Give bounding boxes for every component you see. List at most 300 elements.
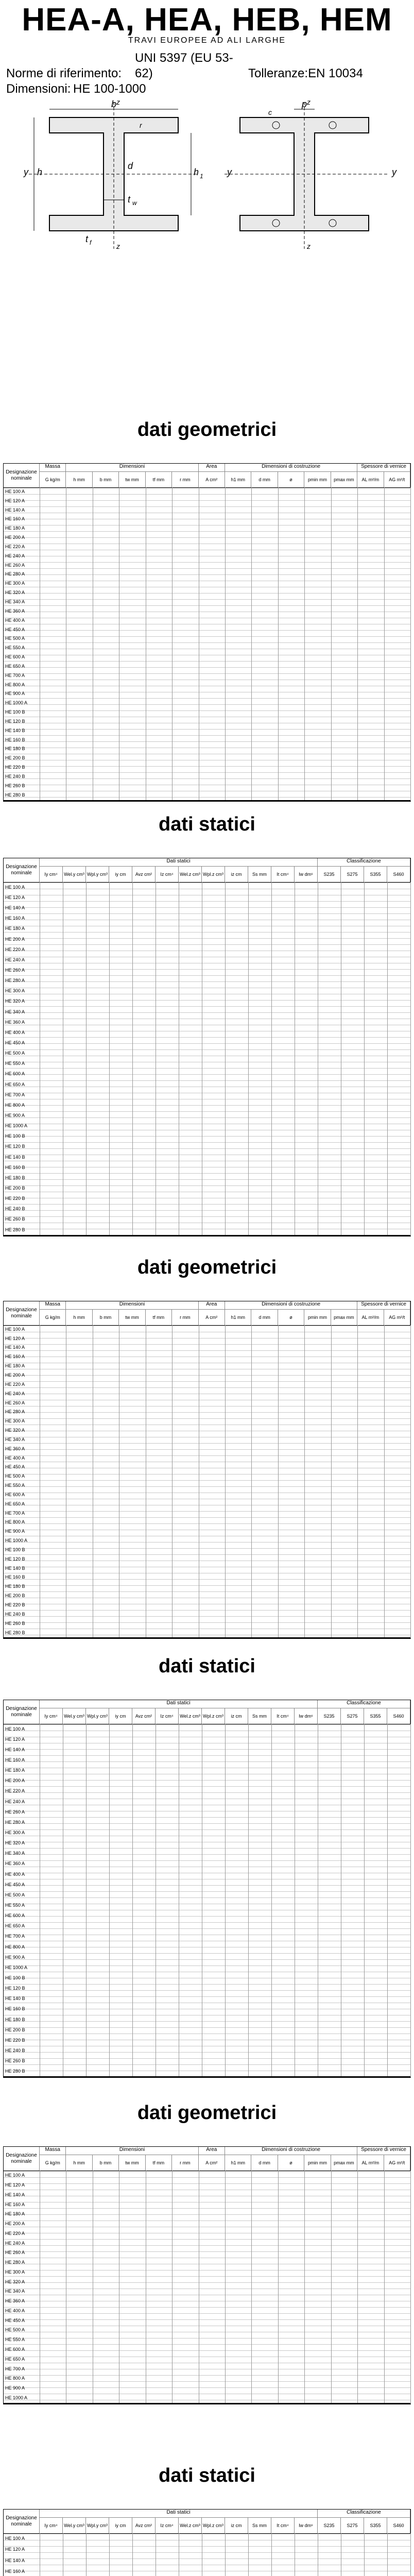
row-designation: HE 450 A	[5, 2317, 25, 2323]
header-group: Massa	[40, 1301, 66, 1310]
row-designation: HE 400 A	[5, 1871, 25, 1877]
table-row	[4, 726, 410, 736]
table-row	[4, 1536, 410, 1546]
row-designation: HE 100 A	[5, 488, 25, 494]
row-designation: HE 800 A	[5, 682, 25, 687]
row-designation: HE 260 B	[5, 1620, 25, 1626]
table-row	[4, 1435, 410, 1445]
row-designation: HE 260 B	[5, 1216, 25, 1222]
header-designation: Designazione nominale	[4, 1700, 40, 1724]
header-column: Wel.y cm³	[63, 867, 86, 882]
header-column: S275	[341, 1708, 364, 1724]
header-column: S460	[387, 2518, 410, 2533]
table-row	[4, 1527, 410, 1536]
row-designation: HE 800 A	[5, 1519, 25, 1525]
table-row	[4, 1983, 410, 1993]
header-column: ø	[278, 2155, 304, 2171]
header-column: S355	[364, 867, 387, 882]
header-column: It cm⁴	[271, 1708, 295, 1724]
row-designation: HE 1000 A	[5, 1964, 28, 1970]
row-designation: HE 600 A	[5, 1492, 25, 1497]
header-column: Wel.z cm³	[179, 1708, 202, 1724]
header-group: Spessore di vernice	[357, 1301, 410, 1310]
section-title: dati geometrici	[137, 1256, 277, 1278]
table-bottom-rule	[4, 800, 410, 801]
header-group: Spessore di vernice	[357, 2147, 410, 2155]
table-row	[4, 1214, 410, 1224]
header-column: G kg/m	[40, 2155, 66, 2171]
header-designation: Designazione nominale	[4, 1301, 40, 1325]
row-designation: HE 260 A	[5, 968, 25, 973]
table-row	[4, 1017, 410, 1027]
row-designation: HE 400 A	[5, 617, 25, 623]
row-designation: HE 100 B	[5, 1547, 25, 1552]
table-row	[4, 2566, 410, 2576]
table-row	[4, 2066, 410, 2076]
header-column: S460	[387, 1708, 410, 1724]
table-row	[4, 607, 410, 616]
header-column: AL m²/m	[357, 472, 384, 487]
row-designation: HE 500 A	[5, 1050, 25, 1056]
table-row	[4, 1399, 410, 1408]
row-designation: HE 240 A	[5, 1391, 25, 1396]
row-designation: HE 1000 A	[5, 1123, 28, 1129]
table-row	[4, 2219, 410, 2229]
row-designation: HE 550 A	[5, 645, 25, 651]
table-row	[4, 653, 410, 662]
row-designation: HE 220 A	[5, 1788, 25, 1794]
header-column: ø	[278, 1310, 304, 1325]
table-row	[4, 1724, 410, 1734]
table-row	[4, 681, 410, 690]
table-row	[4, 1110, 410, 1121]
row-designation: HE 900 A	[5, 1529, 25, 1534]
header-column: iy cm	[109, 1708, 132, 1724]
header-group: Dimensioni	[66, 2147, 198, 2155]
header-column: iy cm	[109, 2518, 132, 2533]
row-designation: HE 100 B	[5, 1975, 25, 1980]
table-row	[4, 1546, 410, 1555]
row-designation: HE 140 A	[5, 507, 25, 513]
row-designation: HE 400 A	[5, 1455, 25, 1461]
column-divider	[410, 487, 411, 801]
header-column: Iy cm⁴	[40, 2518, 63, 2533]
table-row	[4, 2335, 410, 2345]
table-row	[4, 1582, 410, 1591]
table-header	[4, 464, 410, 488]
static-table	[3, 858, 411, 1236]
table-row	[4, 1744, 410, 1755]
header-column: h mm	[66, 1310, 92, 1325]
header-column: pmax mm	[331, 1310, 357, 1325]
row-designation: HE 220 A	[5, 1381, 25, 1387]
svg-text:p: p	[302, 99, 307, 109]
norms-value: UNI 5397 (EU 53-62)	[135, 51, 233, 80]
table-row	[4, 1921, 410, 1931]
header-column: A cm²	[199, 2155, 225, 2171]
svg-text:y: y	[227, 167, 232, 177]
row-designation: HE 500 A	[5, 2327, 25, 2333]
table-header	[4, 1301, 410, 1326]
row-designation: HE 550 A	[5, 2337, 25, 2343]
row-designation: HE 140 A	[5, 2557, 25, 2563]
header-column: pmin mm	[304, 2155, 331, 2171]
header-column: d mm	[251, 472, 278, 487]
svg-text:c: c	[268, 108, 272, 116]
header-column: iy cm	[109, 867, 132, 882]
row-designation: HE 240 B	[5, 773, 25, 779]
dims-label: Dimensioni:	[6, 82, 71, 96]
svg-text:d: d	[128, 161, 133, 171]
row-designation: HE 160 A	[5, 1757, 25, 1763]
row-designation: HE 700 A	[5, 1510, 25, 1516]
table-row	[4, 1141, 410, 1151]
svg-text:w: w	[132, 199, 137, 207]
row-designation: HE 100 A	[5, 2535, 25, 2541]
svg-text:f: f	[90, 239, 92, 246]
row-designation: HE 600 A	[5, 2346, 25, 2352]
row-designation: HE 300 A	[5, 2269, 25, 2275]
table-row	[4, 1993, 410, 2004]
header-column: AL m²/m	[357, 1310, 384, 1325]
header-column: h mm	[66, 472, 92, 487]
row-designation: HE 260 A	[5, 1809, 25, 1815]
table-row	[4, 1827, 410, 1838]
static-table	[3, 2509, 411, 2576]
table-row	[4, 1869, 410, 1879]
row-designation: HE 300 A	[5, 581, 25, 586]
table-header	[4, 1700, 410, 1724]
header-column: Wpl.y cm³	[86, 1708, 109, 1724]
row-designation: HE 180 A	[5, 2211, 25, 2217]
table-row	[4, 2056, 410, 2066]
header-column: tf mm	[146, 472, 172, 487]
row-designation: HE 200 B	[5, 1593, 25, 1599]
row-designation: HE 220 A	[5, 544, 25, 549]
row-designation: HE 140 A	[5, 1345, 25, 1350]
section-title: dati geometrici	[137, 2102, 277, 2124]
row-designation: HE 160 A	[5, 1354, 25, 1360]
header-column: It cm⁴	[271, 2518, 295, 2533]
row-designation: HE 240 A	[5, 957, 25, 962]
table-row	[4, 882, 410, 892]
table-row	[4, 913, 410, 923]
row-designation: HE 160 A	[5, 2201, 25, 2207]
row-designation: HE 160 B	[5, 2006, 25, 2012]
row-designation: HE 280 A	[5, 1819, 25, 1825]
table-row	[4, 2555, 410, 2566]
row-designation: HE 360 A	[5, 2298, 25, 2304]
column-divider	[410, 1325, 411, 1639]
header-column: tf mm	[146, 2155, 172, 2171]
header-column: G kg/m	[40, 472, 66, 487]
table-row	[4, 598, 410, 607]
row-designation: HE 340 A	[5, 599, 25, 604]
table-row	[4, 965, 410, 975]
header-column: Iw dm⁶	[295, 2518, 318, 2533]
header-column: S235	[318, 2518, 341, 2533]
table-row	[4, 2364, 410, 2374]
row-designation: HE 340 A	[5, 2289, 25, 2294]
row-designation: HE 900 A	[5, 2385, 25, 2391]
table-row	[4, 1910, 410, 1921]
header-column: Wpl.z cm³	[202, 867, 225, 882]
table-row	[4, 1204, 410, 1214]
table-row	[4, 662, 410, 671]
header-group: Dimensioni di costruzione	[225, 1301, 357, 1310]
svg-text:t: t	[85, 234, 89, 244]
row-designation: HE 100 A	[5, 2173, 25, 2178]
table-row	[4, 1121, 410, 1131]
header-column: Wpl.z cm³	[202, 2518, 225, 2533]
row-designation: HE 700 A	[5, 1092, 25, 1097]
column-divider	[410, 2533, 411, 2576]
row-designation: HE 160 B	[5, 1574, 25, 1580]
table-row	[4, 903, 410, 913]
row-designation: HE 800 A	[5, 1102, 25, 1108]
row-designation: HE 500 A	[5, 1892, 25, 1897]
row-designation: HE 600 A	[5, 1071, 25, 1077]
table-row	[4, 643, 410, 653]
row-designation: HE 650 A	[5, 1081, 25, 1087]
table-row	[4, 1038, 410, 1048]
fig-label-b: b	[111, 99, 117, 109]
row-designation: HE 360 A	[5, 1861, 25, 1867]
svg-text:1: 1	[200, 173, 203, 180]
table-row	[4, 2035, 410, 2045]
row-designation: HE 100 A	[5, 1726, 25, 1732]
svg-text:z: z	[307, 98, 310, 106]
table-row	[4, 533, 410, 543]
table-row	[4, 923, 410, 934]
header-group: Dati statici	[40, 1700, 318, 1708]
header-column: h1 mm	[225, 1310, 251, 1325]
table-row	[4, 1500, 410, 1509]
header-column: S235	[318, 867, 341, 882]
row-designation: HE 650 A	[5, 2356, 25, 2362]
table-row	[4, 1027, 410, 1038]
column-divider	[410, 882, 411, 1236]
table-row	[4, 1225, 410, 1235]
table-row	[4, 1786, 410, 1796]
header-column: Iz cm⁴	[156, 1708, 179, 1724]
table-row	[4, 1629, 410, 1638]
table-row	[4, 2209, 410, 2219]
row-designation: HE 550 A	[5, 1903, 25, 1908]
header-column: Avz cm²	[132, 2518, 156, 2533]
table-row	[4, 634, 410, 643]
row-designation: HE 200 A	[5, 535, 25, 540]
row-designation: HE 180 A	[5, 1363, 25, 1369]
header-column: tw mm	[119, 2155, 145, 2171]
table-bottom-rule	[4, 1637, 410, 1638]
row-designation: HE 450 A	[5, 1882, 25, 1887]
header-column: Iw dm⁶	[295, 1708, 318, 1724]
table-row	[4, 1765, 410, 1775]
table-row	[4, 1417, 410, 1426]
row-designation: HE 120 B	[5, 1144, 25, 1149]
table-row	[4, 1445, 410, 1454]
svg-text:y: y	[24, 167, 28, 177]
header-column: S275	[341, 867, 364, 882]
header-column: Avz cm²	[132, 1708, 156, 1724]
row-designation: HE 260 A	[5, 2250, 25, 2256]
table-row	[4, 2345, 410, 2354]
row-designation: HE 220 A	[5, 946, 25, 952]
table-row	[4, 2200, 410, 2210]
header-column: iz cm	[225, 867, 248, 882]
table-row	[4, 1555, 410, 1564]
row-designation: HE 140 A	[5, 1747, 25, 1752]
table-row	[4, 1490, 410, 1500]
row-designation: HE 900 A	[5, 1954, 25, 1960]
row-designation: HE 180 B	[5, 746, 25, 752]
header-group: Area	[199, 464, 225, 472]
table-row	[4, 1463, 410, 1472]
row-designation: HE 220 B	[5, 1196, 25, 1201]
table-row	[4, 2171, 410, 2180]
row-designation: HE 1000 A	[5, 700, 28, 706]
row-designation: HE 120 A	[5, 498, 25, 503]
row-designation: HE 220 A	[5, 2230, 25, 2236]
row-designation: HE 120 A	[5, 1736, 25, 1742]
table-row	[4, 763, 410, 772]
header-group: Massa	[40, 2147, 66, 2155]
row-designation: HE 900 A	[5, 1113, 25, 1118]
table-row	[4, 1518, 410, 1527]
row-designation: HE 200 B	[5, 2027, 25, 2032]
row-designation: HE 340 A	[5, 1009, 25, 1014]
table-row	[4, 996, 410, 1006]
row-designation: HE 120 B	[5, 718, 25, 724]
header-column: pmax mm	[331, 2155, 357, 2171]
header-group: Dati statici	[40, 2510, 318, 2518]
table-row	[4, 2045, 410, 2056]
row-designation: HE 360 A	[5, 1446, 25, 1451]
table-row	[4, 2325, 410, 2335]
header-column: Wel.y cm³	[63, 1708, 86, 1724]
row-designation: HE 180 B	[5, 2016, 25, 2022]
header-column: S275	[341, 2518, 364, 2533]
header-column: Wpl.y cm³	[86, 867, 109, 882]
table-row	[4, 2258, 410, 2267]
row-designation: HE 240 B	[5, 2047, 25, 2053]
row-designation: HE 800 A	[5, 2376, 25, 2381]
row-designation: HE 280 B	[5, 1630, 25, 1635]
table-row	[4, 1858, 410, 1869]
row-designation: HE 200 B	[5, 1185, 25, 1191]
row-designation: HE 320 A	[5, 1840, 25, 1846]
table-row	[4, 2533, 410, 2544]
header-group: Dimensioni di costruzione	[225, 464, 357, 472]
row-designation: HE 120 A	[5, 2547, 25, 2552]
row-designation: HE 140 A	[5, 2192, 25, 2197]
table-row	[4, 487, 410, 497]
header-column: Wel.z cm³	[179, 2518, 202, 2533]
svg-text:t: t	[128, 194, 131, 205]
row-designation: HE 240 B	[5, 1611, 25, 1617]
header-column: Iz cm⁴	[156, 867, 179, 882]
row-designation: HE 260 A	[5, 562, 25, 568]
row-designation: HE 400 A	[5, 2308, 25, 2313]
table-row	[4, 2248, 410, 2258]
table-row	[4, 1879, 410, 1890]
table-row	[4, 625, 410, 635]
table-header	[4, 858, 410, 883]
table-row	[4, 1900, 410, 1910]
table-row	[4, 1838, 410, 1848]
section-title: dati geometrici	[137, 418, 277, 440]
table-row	[4, 934, 410, 944]
norms-block	[6, 50, 413, 97]
table-row	[4, 1454, 410, 1463]
row-designation: HE 340 A	[5, 1851, 25, 1856]
header-column: tw mm	[119, 1310, 145, 1325]
table-row	[4, 1352, 410, 1362]
row-designation: HE 500 A	[5, 1473, 25, 1479]
row-designation: HE 220 B	[5, 765, 25, 770]
row-designation: HE 200 A	[5, 2221, 25, 2227]
table-row	[4, 1131, 410, 1141]
column-divider	[410, 1724, 411, 2078]
header-column: h1 mm	[225, 472, 251, 487]
table-row	[4, 1426, 410, 1435]
row-designation: HE 300 A	[5, 988, 25, 994]
row-designation: HE 240 A	[5, 1799, 25, 1804]
table-row	[4, 2267, 410, 2277]
table-row	[4, 717, 410, 726]
header-group: Dimensioni	[66, 464, 198, 472]
table-row	[4, 497, 410, 506]
svg-text:h: h	[194, 167, 199, 177]
table-row	[4, 1325, 410, 1334]
table-row	[4, 2306, 410, 2316]
table-row	[4, 1007, 410, 1017]
table-row	[4, 1334, 410, 1344]
header-column: Iy cm⁴	[40, 1708, 63, 1724]
header-column: Iw dm⁶	[295, 867, 318, 882]
table-row	[4, 2004, 410, 2014]
table-row	[4, 1610, 410, 1619]
table-row	[4, 1090, 410, 1100]
row-designation: HE 1000 A	[5, 1538, 28, 1544]
table-row	[4, 2286, 410, 2296]
header-column: Iz cm⁴	[156, 2518, 179, 2533]
geometric-table	[3, 463, 411, 802]
header-column: Wel.z cm³	[179, 867, 202, 882]
header-column: iz cm	[225, 2518, 248, 2533]
table-row	[4, 588, 410, 598]
row-designation: HE 120 B	[5, 1556, 25, 1562]
section-title: dati statici	[159, 2464, 255, 2486]
header-column: r mm	[172, 2155, 198, 2171]
row-designation: HE 700 A	[5, 672, 25, 678]
row-designation: HE 160 B	[5, 737, 25, 742]
table-row	[4, 986, 410, 996]
header-column: AG m²/t	[384, 472, 410, 487]
table-row	[4, 1848, 410, 1858]
header-column: Avz cm²	[132, 867, 156, 882]
svg-text:z: z	[116, 242, 120, 250]
table-row	[4, 2025, 410, 2035]
table-row	[4, 791, 410, 800]
table-row	[4, 543, 410, 552]
header-column: pmax mm	[331, 472, 357, 487]
row-designation: HE 280 B	[5, 1227, 25, 1232]
row-designation: HE 1000 A	[5, 2395, 28, 2400]
table-row	[4, 1797, 410, 1807]
header-designation: Designazione nominale	[4, 2147, 40, 2171]
